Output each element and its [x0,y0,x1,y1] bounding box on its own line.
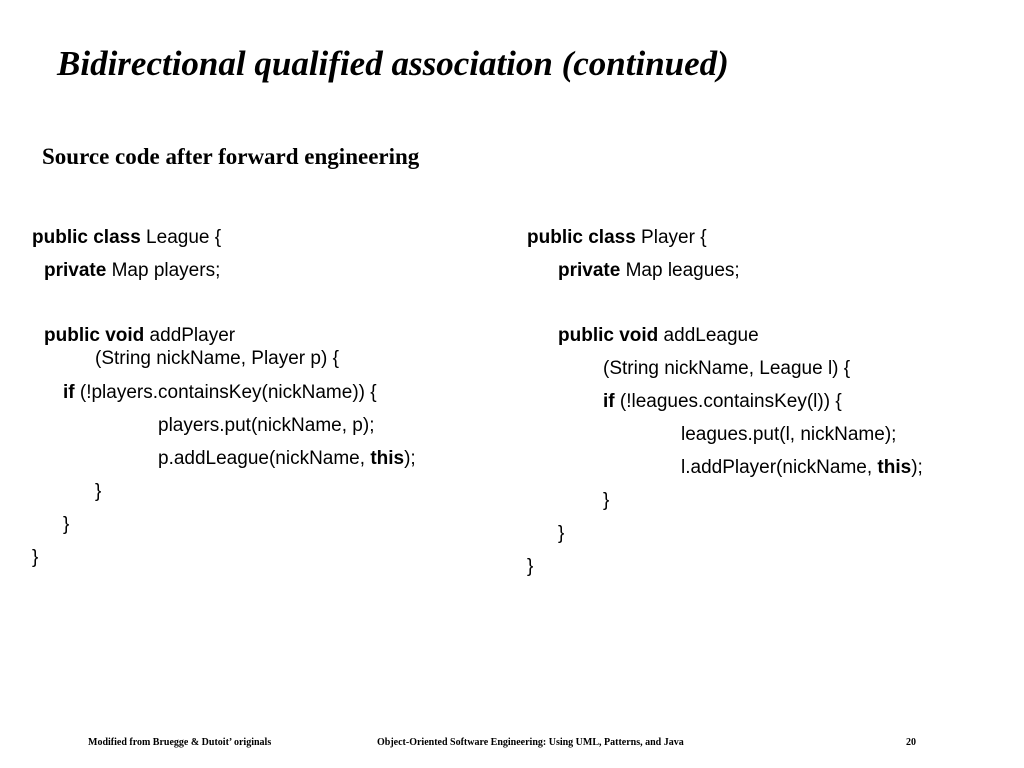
code-line [32,226,221,250]
code-keyword: public class [527,227,636,248]
code-text: l.addPlayer(nickName, [681,457,878,478]
code-line [527,226,707,250]
player-code-block [527,226,997,582]
code-text: addPlayer [144,325,236,346]
code-keyword: if [603,391,615,412]
code-text: Map players; [106,260,221,281]
code-text: } [63,514,70,535]
code-text: } [95,481,102,502]
code-line [95,480,101,504]
code-text: (!leagues.containsKey(l)) { [614,391,842,412]
code-keyword: private [44,260,107,281]
code-line [603,489,609,513]
code-text: ); [404,448,416,469]
code-line [63,381,377,405]
code-line [95,347,339,371]
page-number: 20 [906,737,916,748]
code-keyword: this [370,448,405,469]
code-line [558,259,740,283]
code-line [158,414,374,438]
code-line [158,447,416,471]
code-line [558,324,759,348]
slide-title: Bidirectional qualified association (continued) [57,44,729,83]
code-text: ); [911,457,923,478]
code-text: (String nickName, Player p) { [95,348,339,369]
code-keyword: private [558,260,621,281]
code-keyword: public void [44,325,145,346]
code-text: players.put(nickName, p); [158,415,375,436]
code-text: addLeague [658,325,759,346]
code-line [63,513,69,537]
code-line [32,546,38,570]
footer-credit: Modified from Bruegge & Dutoit’ originals [88,737,272,748]
code-text: (!players.containsKey(nickName)) { [74,382,377,403]
league-code-block [32,226,492,576]
code-keyword: if [63,382,75,403]
code-text: leagues.put(l, nickName); [681,424,897,445]
code-text: } [527,556,534,577]
code-text: } [603,490,610,511]
code-keyword: public class [32,227,141,248]
code-text: League { [140,227,222,248]
slide-subtitle: Source code after forward engineering [42,144,420,169]
code-text: Map leagues; [620,260,740,281]
code-line [44,259,220,283]
code-line [44,324,235,348]
code-text: } [558,523,565,544]
code-line [603,390,842,414]
code-keyword: this [877,457,912,478]
code-line [558,522,564,546]
code-line [603,357,850,381]
code-text: Player { [635,227,707,248]
code-text: p.addLeague(nickName, [158,448,371,469]
code-text: } [32,547,39,568]
footer-course-title: Object-Oriented Software Engineering: Using UML, Patterns, and Java [377,737,684,748]
code-text: (String nickName, League l) { [603,358,851,379]
code-line [681,456,923,480]
code-line [681,423,896,447]
code-keyword: public void [558,325,659,346]
code-line [527,555,533,579]
